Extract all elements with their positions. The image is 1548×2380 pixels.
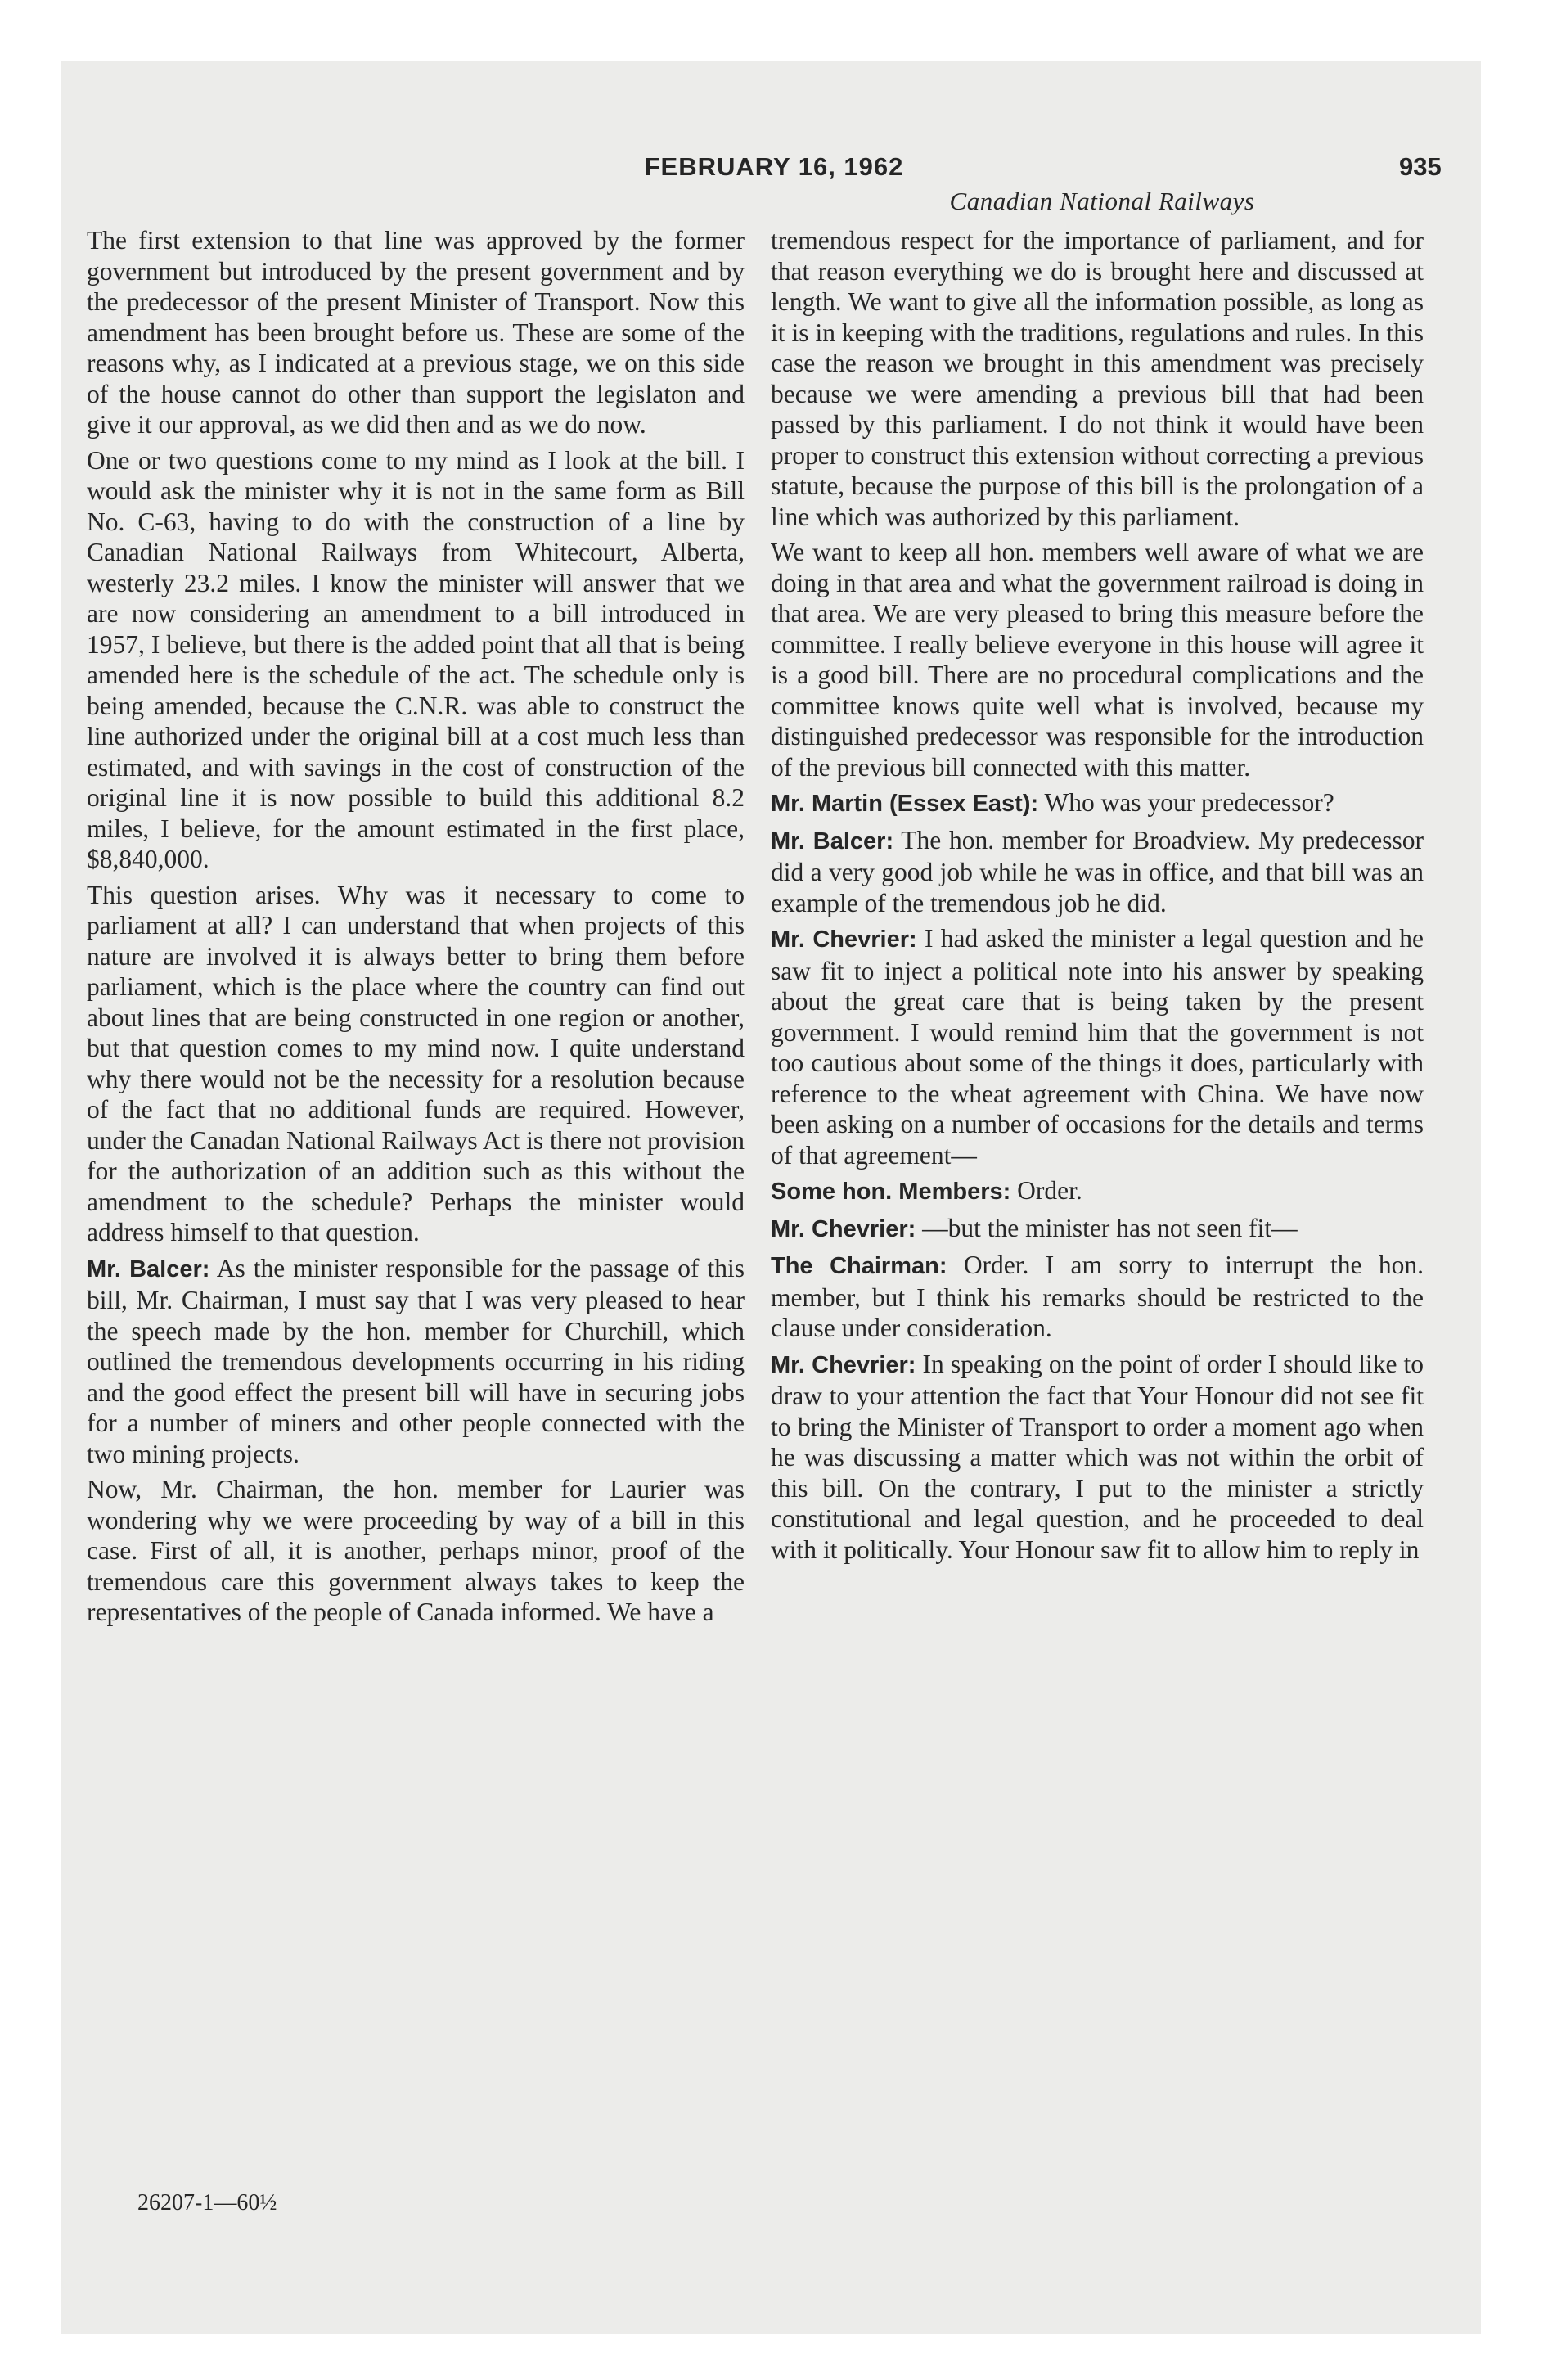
paragraph [771, 1349, 1424, 1566]
paragraph [87, 225, 745, 440]
speaker-name: Mr. Martin (Essex East): [771, 791, 1039, 817]
speaker-name: Mr. Chevrier: [771, 1215, 916, 1242]
paragraph-text: Order. [1017, 1176, 1082, 1205]
paragraph [771, 1175, 1424, 1208]
paragraph-text: Who was your predecessor? [1044, 788, 1334, 817]
speaker-name: Mr. Balcer: [87, 1255, 210, 1282]
paragraph-text: Now, Mr. Chairman, the hon. member for Laurier was wondering why we were proceeding by way of a bill in this case. First of all, it is another, perhaps minor, proof of the tremendous care this government always takes to keep the representatives of the people of Canada informed. We have a [87, 1475, 745, 1626]
paragraph-text: In speaking on the point of order I should like to draw to your attention the fact that Your Honour did not see fit to bring the Minister of Transport to order a moment ago when he was discussing a matter which was not within the orbit of this bill. On the contrary, I put to the minister a strictly constitutional and legal question, and he proceeded to deal with it politically. Your Honour saw fit to allow him to reply in [771, 1349, 1424, 1564]
paragraph [771, 923, 1424, 1170]
paragraph [87, 880, 745, 1248]
paragraph-text: —but the minister has not seen fit— [922, 1213, 1298, 1242]
paragraph [771, 825, 1424, 919]
paragraph-text: We want to keep all hon. members well aware of what we are doing in that area and what the government railroad is doing in that area. We are very pleased to bring this measure before the committee. I really believe everyone in this house will agree it is a good bill. There are no procedural complications and the committee knows quite well what is involved, because my distinguished predecessor was responsible for the introduction of the previous bill connected with this matter. [771, 538, 1424, 782]
header-date: FEBRUARY 16, 1962 [644, 152, 904, 181]
signature-mark: 26207-1—60½ [137, 2190, 277, 2215]
paragraph-text: This question arises. Why was it necessary to come to parliament at all? I can understand that when projects of this nature are involved it is always better to bring them before parliament, which is the place where the country can find out about lines that are being constructed in one region or another, but that question comes to my mind now. I quite understand why there would not be the necessity for a resolution because of the fact that no additional funds are required. However, under the Canadan National Railways Act is there not provision for the authorization of an addition such as this without the amendment to the schedule? Perhaps the minister would address himself to that question. [87, 880, 745, 1246]
paragraph [771, 537, 1424, 782]
paragraph-text: I had asked the minister a legal question and he saw fit to inject a political note into his answer by speaking about the great care that is being taken by the present government. I would remind him that the government is not too cautious about some of the things it does, particularly with reference to the wheat agreement with China. We have now been asking on a number of occasions for the details and terms of that agreement— [771, 924, 1424, 1170]
left-column [87, 225, 745, 1633]
paragraph-text: The hon. member for Broadview. My predecessor did a very good job while he was in office, and that bill was an example of the tremendous job he did. [771, 825, 1424, 917]
paragraph [771, 225, 1424, 532]
paragraph [87, 1253, 745, 1470]
speaker-name: Mr. Chevrier: [771, 1351, 916, 1378]
paragraph [771, 1213, 1424, 1246]
paragraph [771, 787, 1424, 820]
speaker-name: Mr. Balcer: [771, 827, 894, 854]
paragraph [771, 1250, 1424, 1344]
paragraph-text: Order. I am sorry to interrupt the hon. member, but I think his remarks should be restricted to the clause under consideration. [771, 1251, 1424, 1342]
speaker-name: Some hon. Members: [771, 1179, 1011, 1205]
paragraph-text: tremendous respect for the importance of parliament, and for that reason everything we do is brought here and discussed at length. We want to give all the information possible, as long as it is in keeping with the traditions, regulations and rules. In this case the reason we brought in this amendment was precisely because we were amending a previous bill that had been passed by this parliament. I do not think it would have been proper to construct this extension without correcting a previous statute, because the purpose of this bill is the prolongation of a line which was authorized by this parliament. [771, 226, 1424, 531]
paragraph [87, 1474, 745, 1628]
paragraph [87, 445, 745, 875]
page-number: 935 [1399, 152, 1442, 181]
paragraph-text: One or two questions come to my mind as I look at the bill. I would ask the minister why it is not in the same form as Bill No. C-63, having to do with the construction of a line by Canadian National Railways from Whitecourt, Alberta, westerly 23.2 miles. I know the minister will answer that we are now considering an amendment to a bill introduced in 1957, I believe, but there is the added point that all that is being amended here is the schedule of the act. The schedule only is being amended, because the C.N.R. was able to construct the line authorized under the original bill at a cost much less than estimated, and with savings in the cost of construction of the original line it is now possible to build this additional 8.2 miles, I believe, for the amount estimated in the first place, $8,840,000. [87, 445, 745, 873]
section-title: Canadian National Railways [949, 187, 1255, 215]
paragraph-text: The first extension to that line was approved by the former government but introduced by the present government and by the predecessor of the present Minister of Transport. Now this amendment has been brought before us. These are some of the reasons why, as I indicated at a previous stage, we on this side of the house cannot do other than support the legislaton and give it our approval, as we did then and as we do now. [87, 226, 745, 439]
speaker-name: Mr. Chevrier: [771, 926, 917, 953]
paragraph-text: As the minister responsible for the passage of this bill, Mr. Chairman, I must say that I was very pleased to hear the speech made by the hon. member for Churchill, which outlined the tremendous developments occurring in his riding and the good effect the present bill will have in securing jobs for a number of miners and other people connected with the two mining projects. [87, 1253, 745, 1468]
right-column [771, 225, 1424, 1570]
speaker-name: The Chairman: [771, 1253, 947, 1279]
